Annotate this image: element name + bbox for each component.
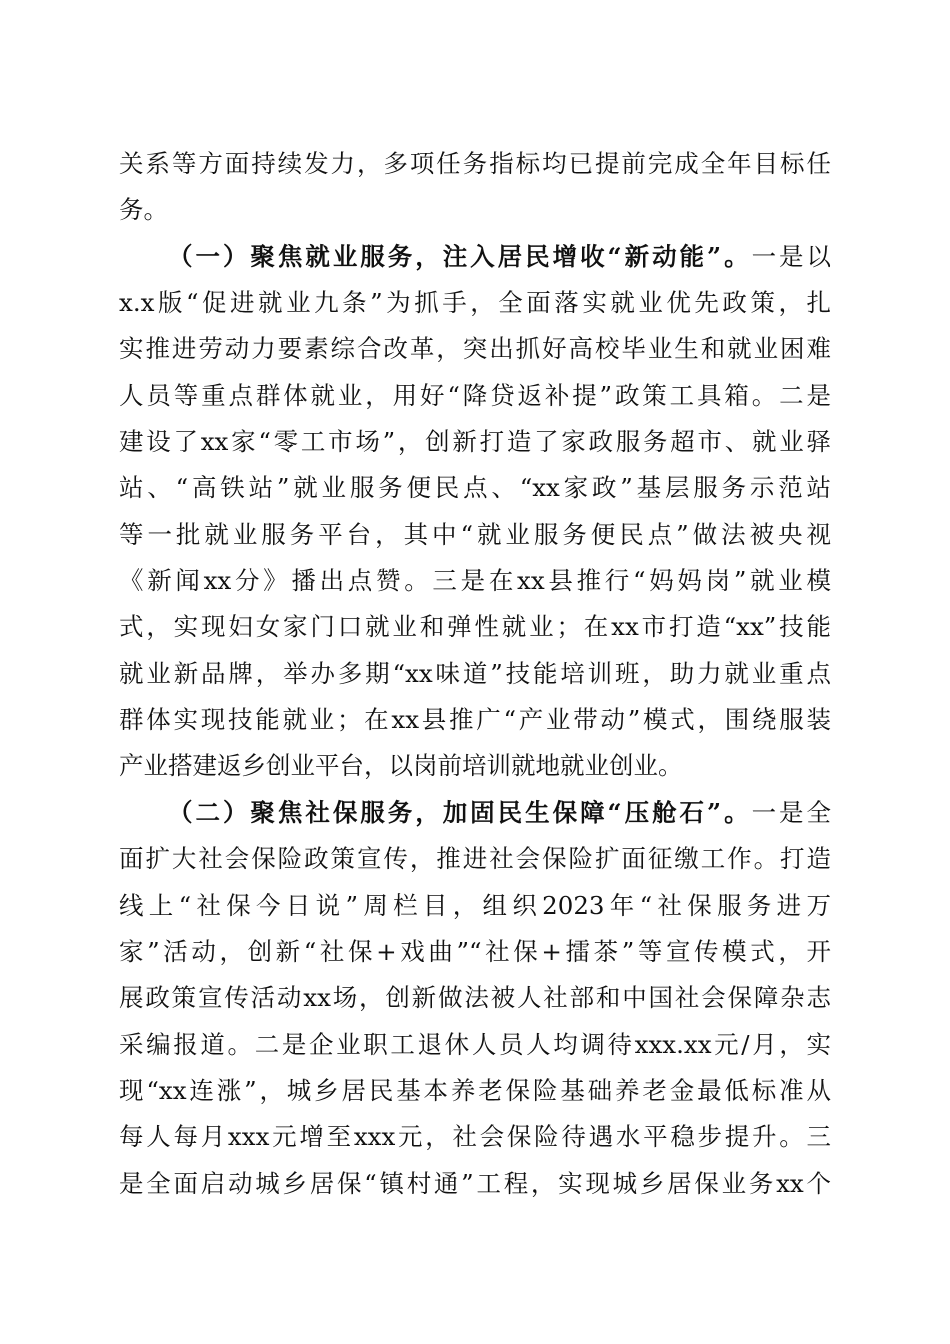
section2-line: 家”活动，创新“社保+戏曲”“社保+擂茶”等宣传模式，开 (119, 936, 831, 966)
section1-line: 实推进劳动力要素综合改革，突出抓好高校毕业生和就业困难 (119, 334, 831, 364)
section1-line: 就业新品牌，举办多期“xx味道”技能培训班，助力就业重点 (119, 658, 831, 688)
document-body (119, 141, 831, 1207)
section1-first-line-rest: 一是以 (751, 241, 832, 271)
intro-line-2: 务。 (119, 195, 168, 225)
section1-line: 《新闻xx分》播出点赞。三是在xx县推行“妈妈岗”就业模 (119, 566, 831, 596)
section2-line: 是全面启动城乡居保“镇村通”工程，实现城乡居保业务xx个 (119, 1168, 831, 1198)
section2-first-line (119, 790, 831, 836)
section1-line: 式，实现妇女家门口就业和弹性就业；在xx市打造“xx”技能 (119, 612, 831, 642)
section1-line: 站、“高铁站”就业服务便民点、“xx家政”基层服务示范站 (119, 473, 831, 503)
section1-first-line (119, 234, 831, 280)
section1-line: 产业搭建返乡创业平台，以岗前培训就地就业创业。 (119, 751, 683, 781)
section2-line: 展政策宣传活动xx场，创新做法被人社部和中国社会保障杂志 (119, 983, 831, 1013)
section2-line: 面扩大社会保险政策宣传，推进社会保险扩面征缴工作。打造 (119, 844, 831, 874)
section1-heading: （一）聚焦就业服务，注入居民增收“新动能”。 (168, 241, 752, 271)
section2-first-line-rest: 一是全 (751, 797, 832, 827)
section1-line: x.x版“促进就业九条”为抓手，全面落实就业优先政策，扎 (119, 288, 831, 318)
section2-line: 采编报道。二是企业职工退休人员人均调待xxx.xx元/月，实 (119, 1029, 831, 1059)
section1-line: 群体实现技能就业；在xx县推广“产业带动”模式，围绕服装 (119, 705, 831, 735)
section2-line: 现“xx连涨”，城乡居民基本养老保险基础养老金最低标准从 (119, 1075, 831, 1105)
intro-line-1: 关系等方面持续发力，多项任务指标均已提前完成全年目标任 (119, 149, 831, 178)
section2-line: 每人每月xxx元增至xxx元，社会保险待遇水平稳步提升。三 (119, 1122, 831, 1152)
section1-line: 人员等重点群体就业，用好“降贷返补提”政策工具箱。二是 (119, 380, 831, 410)
section2-line: 线上“社保今日说”周栏目，组织2023年“社保服务进万 (119, 890, 831, 920)
section1-line: 等一批就业服务平台，其中“就业服务便民点”做法被央视 (119, 519, 831, 549)
section2-heading: （二）聚焦社保服务，加固民生保障“压舱石”。 (168, 797, 752, 827)
section1-line: 建设了xx家“零工市场”，创新打造了家政服务超市、就业驿 (119, 427, 831, 457)
